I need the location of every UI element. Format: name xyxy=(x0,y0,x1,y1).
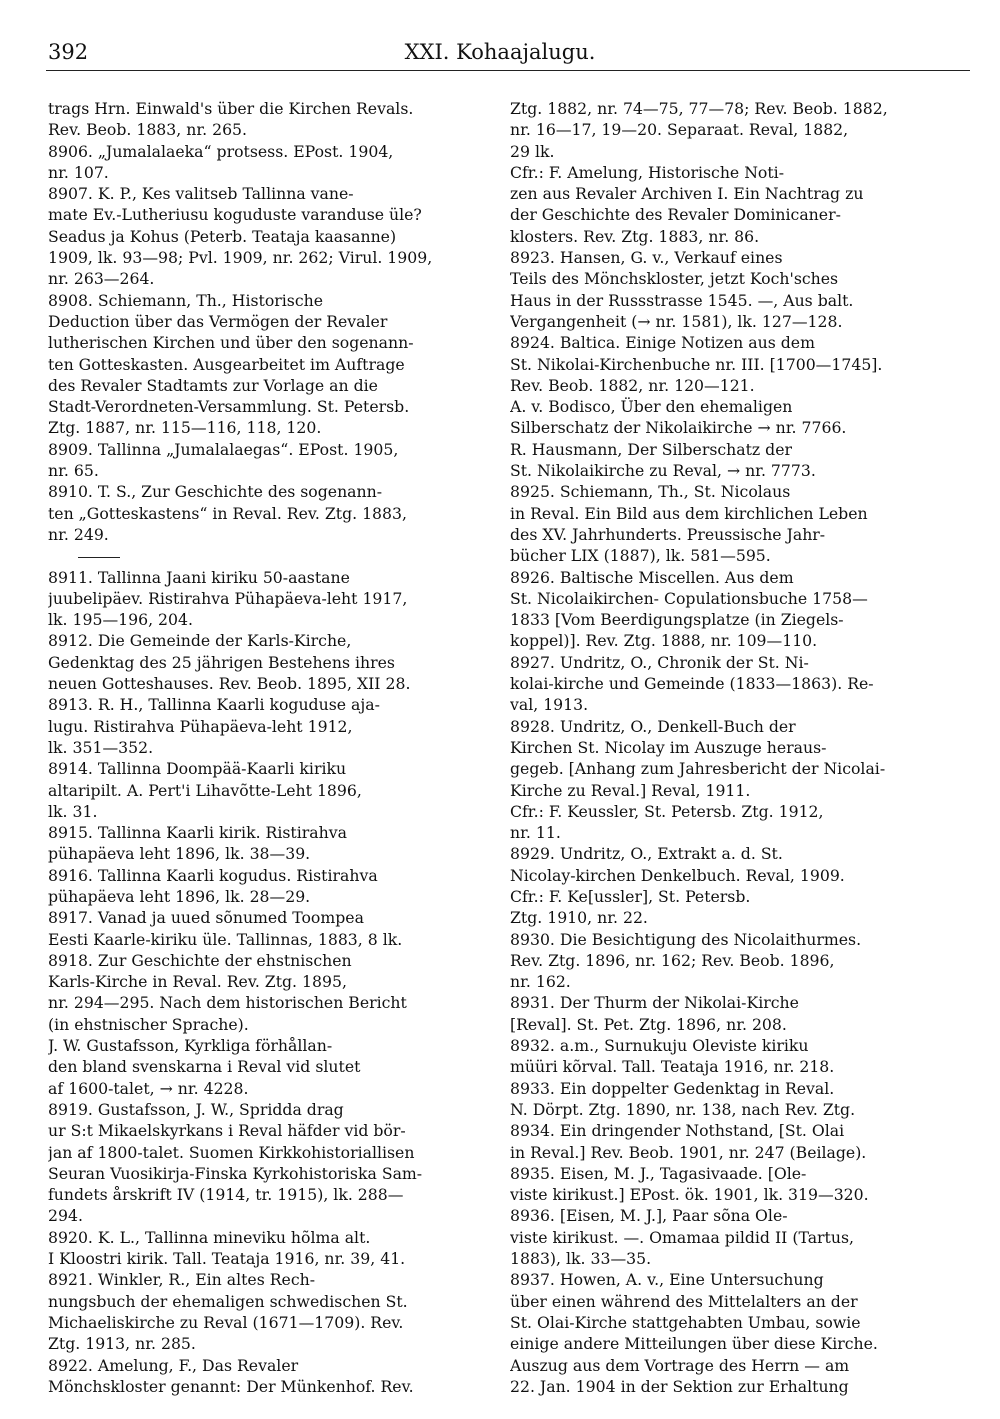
text-line: Mönchskloster genannt: Der Münkenhof. Rev. xyxy=(48,1376,414,1396)
text-line: 8928. Undritz, O., Denkell-Buch der xyxy=(510,716,796,736)
text-line: über einen während des Mittelalters an der xyxy=(510,1291,858,1311)
text-line: 8914. Tallinna Doompää-Kaarli kiriku xyxy=(48,759,347,779)
right-column xyxy=(510,98,966,1397)
text-line: val, 1913. xyxy=(510,695,589,715)
text-line: Kirche zu Reval.] Reval, 1911. xyxy=(510,780,751,800)
text-line: viste kirikust.] EPost. ök. 1901, lk. 319—320. xyxy=(510,1185,869,1205)
text-line: Rev. Beob. 1882, nr. 120—121. xyxy=(510,375,755,395)
text-line: 8913. R. H., Tallinna Kaarli koguduse aja- xyxy=(48,695,380,715)
text-line: 8910. T. S., Zur Geschichte des sogenann- xyxy=(48,482,383,502)
text-line: ur S:t Mikaelskyrkans i Reval häfder vid bör- xyxy=(48,1121,406,1141)
text-line: Karls-Kirche in Reval. Rev. Ztg. 1895, xyxy=(48,972,347,992)
text-line: nr. 107. xyxy=(48,162,109,182)
text-line: nr. 263—264. xyxy=(48,269,155,289)
text-line: 8918. Zur Geschichte der ehstnischen xyxy=(48,950,352,970)
text-line: mate Ev.-Lutheriusu koguduste varanduse üle? xyxy=(48,205,422,225)
text-line: lutherischen Kirchen und über den sogenann- xyxy=(48,333,414,353)
text-line: N. Dörpt. Ztg. 1890, nr. 138, nach Rev. Ztg. xyxy=(510,1099,856,1119)
text-line: lk. 31. xyxy=(48,801,98,821)
text-line: Auszug aus dem Vortrage des Herrn — am xyxy=(510,1355,850,1375)
text-line: nr. 16—17, 19—20. Separaat. Reval, 1882, xyxy=(510,120,849,140)
text-line: einige andere Mitteilungen über diese Kirche. xyxy=(510,1334,878,1354)
text-line: den bland svenskarna i Reval vid slutet xyxy=(48,1057,361,1077)
running-head: XXI. Kohaajalugu. xyxy=(404,40,596,64)
text-line: trags Hrn. Einwald's über die Kirchen Revals. xyxy=(48,99,414,118)
text-line: in Reval.] Rev. Beob. 1901, nr. 247 (Beilage). xyxy=(510,1142,867,1162)
text-line: 1883), lk. 33—35. xyxy=(510,1249,652,1269)
text-line: 8929. Undritz, O., Extrakt a. d. St. xyxy=(510,844,783,864)
text-line: lk. 195—196, 204. xyxy=(48,610,193,630)
text-line: des XV. Jahrhunderts. Preussische Jahr- xyxy=(510,524,826,544)
text-line: St. Nikolai-Kirchenbuche nr. III. [1700—1745]. xyxy=(510,354,883,374)
text-line: 8911. Tallinna Jaani kiriku 50-aastane xyxy=(48,567,350,587)
text-line: Cfr.: F. Ke[ussler], St. Petersb. xyxy=(510,886,751,906)
text-line: müüri kõrval. Tall. Teataja 1916, nr. 218. xyxy=(510,1057,835,1077)
text-line: 8936. [Eisen, M. J.], Paar sõna Ole- xyxy=(510,1206,788,1226)
text-line: nr. 65. xyxy=(48,461,99,481)
text-line: 8917. Vanad ja uued sõnumed Toompea xyxy=(48,908,364,928)
text-line: nungsbuch der ehemaligen schwedischen St. xyxy=(48,1291,408,1311)
text-line: (in ehstnischer Sprache). xyxy=(48,1014,249,1034)
text-line: 8927. Undritz, O., Chronik der St. Ni- xyxy=(510,652,809,672)
text-line: lugu. Ristirahva Pühapäeva-leht 1912, xyxy=(48,716,353,736)
text-line: der Geschichte des Revaler Dominicaner- xyxy=(510,205,841,225)
text-line: klosters. Rev. Ztg. 1883, nr. 86. xyxy=(510,226,760,246)
text-line: St. Nikolaikirche zu Reval, → nr. 7773. xyxy=(510,461,816,481)
text-line: Rev. Beob. 1883, nr. 265. xyxy=(48,120,248,140)
text-line: Stadt-Verordneten-Versammlung. St. Petersb. xyxy=(48,397,410,417)
text-line: pühapäeva leht 1896, lk. 38—39. xyxy=(48,844,311,864)
text-line: 8908. Schiemann, Th., Historische xyxy=(48,290,324,310)
text-line: pühapäeva leht 1896, lk. 28—29. xyxy=(48,886,311,906)
text-line: Seadus ja Kohus (Peterb. Teataja kaasanne) xyxy=(48,226,397,246)
text-line: nr. 294—295. Nach dem historischen Bericht xyxy=(48,993,407,1013)
text-line: Gedenktag des 25 jährigen Bestehens ihres xyxy=(48,652,395,672)
text-line: des Revaler Stadtamts zur Vorlage an die xyxy=(48,375,378,395)
text-line: nr. 11. xyxy=(510,823,561,843)
text-line: 8921. Winkler, R., Ein altes Rech- xyxy=(48,1270,316,1290)
text-line: R. Hausmann, Der Silberschatz der xyxy=(510,439,793,459)
text-line: 8907. K. P., Kes valitseb Tallinna vane- xyxy=(48,184,354,204)
text-line: af 1600-talet, → nr. 4228. xyxy=(48,1078,249,1098)
text-line: zen aus Revaler Archiven I. Ein Nachtrag zu xyxy=(510,184,864,204)
text-line: 8920. K. L., Tallinna mineviku hõlma alt. xyxy=(48,1227,371,1247)
text-line: Rev. Ztg. 1896, nr. 162; Rev. Beob. 1896, xyxy=(510,950,835,970)
text-line: bücher LIX (1887), lk. 581—595. xyxy=(510,546,771,566)
text-line: Ztg. 1887, nr. 115—116, 118, 120. xyxy=(48,418,322,438)
text-line: viste kirikust. —. Omamaa pildid II (Tartus, xyxy=(510,1227,855,1247)
text-line: 29 lk. xyxy=(510,141,555,161)
text-line: 8937. Howen, A. v., Eine Untersuchung xyxy=(510,1270,824,1290)
text-line: 22. Jan. 1904 in der Sektion zur Erhaltung xyxy=(510,1376,849,1396)
text-line: jan af 1800-talet. Suomen Kirkkohistoriallisen xyxy=(48,1142,415,1162)
text-line: 8924. Baltica. Einige Notizen aus dem xyxy=(510,333,815,353)
text-line: gegeb. [Anhang zum Jahresbericht der Nicolai- xyxy=(510,759,886,779)
text-line: ten „Gotteskastens“ in Reval. Rev. Ztg. 1883, xyxy=(48,503,407,523)
text-line: 1909, lk. 93—98; Pvl. 1909, nr. 262; Virul. 1909, xyxy=(48,248,433,268)
text-line: 8925. Schiemann, Th., St. Nicolaus xyxy=(510,482,791,502)
text-line: Ztg. 1910, nr. 22. xyxy=(510,908,648,928)
text-line: I Kloostri kirik. Tall. Teataja 1916, nr. 39, 41. xyxy=(48,1249,406,1269)
text-line: 8922. Amelung, F., Das Revaler xyxy=(48,1355,299,1375)
text-line: 8923. Hansen, G. v., Verkauf eines xyxy=(510,248,783,268)
text-line: 8930. Die Besichtigung des Nicolaithurmes. xyxy=(510,929,862,949)
text-line: ten Gotteskasten. Ausgearbeitet im Auftrage xyxy=(48,354,405,374)
text-line: [Reval]. St. Pet. Ztg. 1896, nr. 208. xyxy=(510,1014,787,1034)
header-rule xyxy=(46,70,970,71)
text-line: Eesti Kaarle-kiriku üle. Tallinnas, 1883, 8 lk. xyxy=(48,929,403,949)
text-line: Cfr.: F. Keussler, St. Petersb. Ztg. 1912, xyxy=(510,801,824,821)
text-line: 8916. Tallinna Kaarli kogudus. Ristirahva xyxy=(48,865,378,885)
text-line: 294. xyxy=(48,1206,83,1226)
page-number: 392 xyxy=(48,40,89,64)
text-line: neuen Gotteshauses. Rev. Beob. 1895, XII 28. xyxy=(48,674,411,694)
text-line: altaripilt. A. Pert'i Lihavõtte-Leht 1896, xyxy=(48,780,362,800)
text-line: Michaeliskirche zu Reval (1671—1709). Rev. xyxy=(48,1312,404,1332)
text-line: Kirchen St. Nicolay im Auszuge heraus- xyxy=(510,737,827,757)
text-line: Teils des Mönchskloster, jetzt Koch'sches xyxy=(510,269,839,289)
text-line: 8919. Gustafsson, J. W., Spridda drag xyxy=(48,1099,344,1119)
text-line: Nicolay-kirchen Denkelbuch. Reval, 1909. xyxy=(510,865,845,885)
text-line: Cfr.: F. Amelung, Historische Noti- xyxy=(510,162,784,182)
text-line: juubelipäev. Ristirahva Pühapäeva-leht 1917, xyxy=(48,588,408,608)
section-separator xyxy=(78,557,120,558)
text-line: koppel)]. Rev. Ztg. 1888, nr. 109—110. xyxy=(510,631,818,651)
text-line: lk. 351—352. xyxy=(48,737,154,757)
text-line: 8906. „Jumalalaeka“ protsess. EPost. 1904, xyxy=(48,141,394,161)
text-line: nr. 249. xyxy=(48,524,109,544)
text-line: 8909. Tallinna „Jumalalaegas“. EPost. 1905, xyxy=(48,439,399,459)
text-line: Silberschatz der Nikolaikirche → nr. 7766. xyxy=(510,418,847,438)
text-line: fundets årskrift IV (1914, tr. 1915), lk. 288— xyxy=(48,1185,404,1205)
text-line: A. v. Bodisco, Über den ehemaligen xyxy=(510,397,793,417)
text-line: St. Olai-Kirche stattgehabten Umbau, sowie xyxy=(510,1312,861,1332)
text-line: nr. 162. xyxy=(510,972,571,992)
text-line: 8915. Tallinna Kaarli kirik. Ristirahva xyxy=(48,823,347,843)
text-line xyxy=(48,545,478,566)
text-line: 8935. Eisen, M. J., Tagasivaade. [Ole- xyxy=(510,1163,807,1183)
text-line: J. W. Gustafsson, Kyrkliga förhållan- xyxy=(48,1036,333,1056)
text-line: Haus in der Russstrasse 1545. —, Aus balt. xyxy=(510,290,854,310)
text-line: 1833 [Vom Beerdigungsplatze (in Ziegels- xyxy=(510,610,844,630)
text-line: St. Nicolaikirchen- Copulationsbuche 1758— xyxy=(510,588,868,608)
text-line: Deduction über das Vermögen der Revaler xyxy=(48,311,388,331)
text-line: Seuran Vuosikirja-Finska Kyrkohistoriska Sam- xyxy=(48,1163,423,1183)
text-line: in Reval. Ein Bild aus dem kirchlichen Leben xyxy=(510,503,868,523)
text-line: 8912. Die Gemeinde der Karls-Kirche, xyxy=(48,631,352,651)
text-line: 8932. a.m., Surnukuju Oleviste kiriku xyxy=(510,1036,809,1056)
text-line: Ztg. 1882, nr. 74—75, 77—78; Rev. Beob. 1882, xyxy=(510,99,888,118)
text-line: Ztg. 1913, nr. 285. xyxy=(48,1334,196,1354)
text-line: kolai-kirche und Gemeinde (1833—1863). Re- xyxy=(510,674,874,694)
left-column xyxy=(48,98,478,1397)
text-line: 8933. Ein doppelter Gedenktag in Reval. xyxy=(510,1078,835,1098)
text-line: Vergangenheit (→ nr. 1581), lk. 127—128. xyxy=(510,311,843,331)
text-line: 8926. Baltische Miscellen. Aus dem xyxy=(510,567,794,587)
text-line: 8934. Ein dringender Nothstand, [St. Olai xyxy=(510,1121,845,1141)
text-line: 8931. Der Thurm der Nikolai-Kirche xyxy=(510,993,799,1013)
